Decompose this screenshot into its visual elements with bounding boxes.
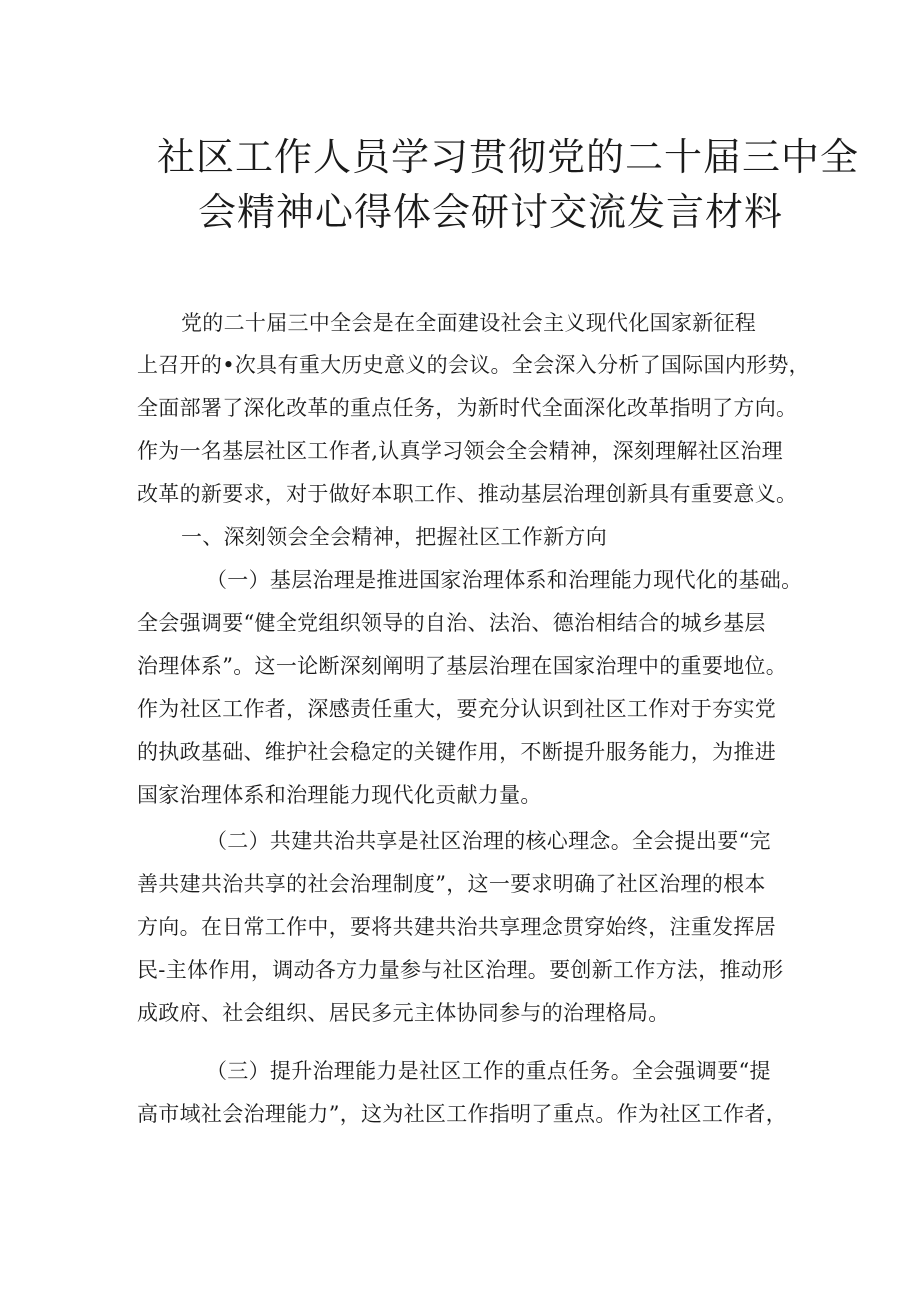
paragraph-line: 方向。在日常工作中，要将共建共治共享理念贯穿始终，注重发挥居 <box>137 915 776 939</box>
document-title-line-1: 社区工作人员学习贯彻党的二十届三中全 <box>157 135 860 179</box>
paragraph-line: 改革的新要求，对于做好本职工作、推动基层治理创新具有重要意义。 <box>137 482 798 506</box>
paragraph-line: 的执政基础、维护社会稳定的关键作用，不断提升服务能力，为推进 <box>137 740 776 764</box>
paragraph-line: 作为一名基层社区工作者,认真学习领会全会精神，深刻理解社区治理 <box>137 439 783 463</box>
paragraph-line: 全面部署了深化改革的重点任务，为新时代全面深化改革指明了方向。 <box>137 396 798 420</box>
paragraph-line: 善共建共治共享的社会治理制度”，这一要求明确了社区治理的根本 <box>137 872 766 896</box>
paragraph-line: 作为社区工作者，深感责任重大，要充分认识到社区工作对于夯实党 <box>137 697 776 721</box>
paragraph-line: （一）基层治理是推进国家治理体系和治理能力现代化的基础。 <box>206 568 803 592</box>
paragraph-line: 国家治理体系和治理能力现代化贡献力量。 <box>137 783 542 807</box>
paragraph-line: 高市域社会治理能力”，这为社区工作指明了重点。作为社区工作者， <box>137 1102 788 1126</box>
section-heading: 一、深刻领会全会精神，把握社区工作新方向 <box>181 525 607 549</box>
paragraph-line: 成政府、社会组织、居民多元主体协同参与的治理格局。 <box>137 1001 670 1025</box>
paragraph-line: 党的二十届三中全会是在全面建设社会主义现代化国家新征程 <box>181 311 757 335</box>
document-title-line-2: 会精神心得体会研讨交流发言材料 <box>198 190 784 234</box>
paragraph-line: 治理体系”。这一论断深刻阐明了基层治理在国家治理中的重要地位。 <box>137 654 788 678</box>
paragraph-line: 民-主体作用，调动各方力量参与社区治理。要创新工作方法，推动形 <box>137 958 784 982</box>
paragraph-line: （二）共建共治共享是社区治理的核心理念。全会提出要“完 <box>206 829 771 853</box>
paragraph-line: 全会强调要“健全党组织领导的自治、法治、德治相结合的城乡基层 <box>137 611 766 635</box>
paragraph-line: （三）提升治理能力是社区工作的重点任务。全会强调要“提 <box>206 1059 771 1083</box>
paragraph-line: 上召开的•次具有重大历史意义的会议。全会深入分析了国际国内形势， <box>137 353 810 377</box>
